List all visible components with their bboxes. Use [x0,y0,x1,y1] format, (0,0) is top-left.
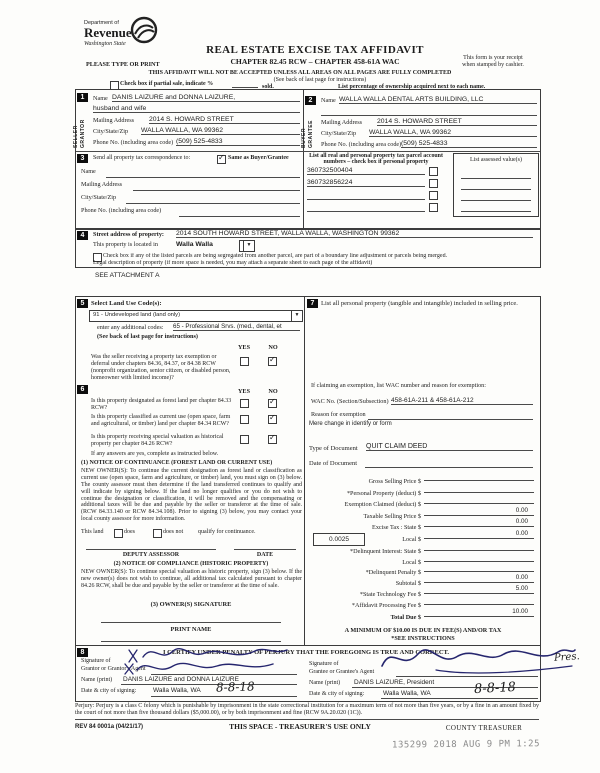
assessor-date-line [234,549,296,550]
yes-header-1: YES [237,344,251,351]
check-icon: ✓ [269,433,276,442]
buyer-citystatezip-value[interactable]: WALLA WALLA, WA 99362 [369,129,537,137]
section-6-tab: 6 [77,385,88,394]
local-rate-box: 0.0025 [313,533,365,546]
corr-citystatezip-label: City/State/Zip [81,194,117,201]
form-title-block [160,44,470,66]
details-divider [304,297,305,645]
form-rev-number: REV 84 0001a (04/21/17) [75,724,144,730]
check-icon: ✓ [269,397,276,406]
section-5-tab: 5 [77,299,88,308]
certify-statement: I CERTIFY UNDER PENALTY OF PERJURY THAT THE FOREGOING IS TRUE AND CORRECT. [162,649,449,656]
receipt-note-line1: This form is your receipt [463,55,523,61]
parties-box [75,89,541,230]
grantee-date-label: Date & city of signing: [309,691,365,697]
grantor-date-value: 8-8-18 [215,679,255,695]
subtotal-field [424,573,534,583]
certification-box [75,645,581,702]
exemption-yes-checkbox[interactable] [240,357,249,366]
section-4-tab: 4 [77,231,88,240]
subtotal-label: Subtotal $ [395,580,421,587]
additional-codes-value[interactable]: 65 - Professional Srvs. (med., dental, et [173,323,300,331]
county-dropdown[interactable] [239,240,255,252]
does-not-label: does not [163,529,184,535]
grantor-date-line [151,696,297,697]
doc-type-label: Type of Document [309,445,358,452]
deputy-assessor-label: DEPUTY ASSESSOR [122,552,180,558]
doc-date-field[interactable] [365,460,533,468]
taxable-price-label: Taxable Selling Price $ [363,513,421,520]
check-icon: ✓ [269,413,276,422]
assessed-value-1-field[interactable] [461,172,531,179]
section-7-tab: 7 [307,299,318,308]
delinquent-penalty-label: *Delinquent Penalty $ [365,569,421,576]
seller-citystatezip-label: City/State/Zip [93,128,129,135]
corr-citystatezip-field[interactable] [126,195,300,204]
no-header-1: NO [268,344,278,351]
land-use-dropdown[interactable] [89,310,303,322]
grantor-signature-line[interactable] [151,674,297,675]
seller-mailing-label: Mailing Address [93,117,135,124]
grantee-signature [376,638,576,680]
street-address-value[interactable]: 2014 SOUTH HOWARD STREET, WALLA WALLA, WASHINGTON 99362 [176,230,533,238]
grantee-name-value: DANIS LAIZURE, President [354,679,435,686]
grantee-sig-label-2: Grantee or Grantee's Agent [309,669,375,675]
grantee-date-line [381,698,538,699]
section-8-tab: 8 [77,648,88,657]
seller-side-label-2: GRANTOR [80,119,86,148]
dropdown-arrow-icon: ▼ [243,241,254,251]
grantor-date-label: Date & city of signing: [81,688,137,694]
taxable-price-field [424,506,534,516]
excise-state-value: 0.00 [515,518,528,525]
check-icon: ✓ [269,355,276,364]
grantee-city-value: Walla Walla, WA [383,690,431,697]
partial-sale-sold-label: sold. [262,84,274,90]
same-as-buyer-label: Same as Buyer/Grantee [228,155,289,161]
gross-price-field[interactable] [424,471,534,481]
parcel-1-personal-checkbox[interactable] [429,167,438,176]
assessed-value-4-field[interactable] [461,205,531,212]
see-instructions-note: *SEE INSTRUCTIONS [391,635,455,642]
segregated-label: Check box if any of the listed parcels are being segregated from another parcel, are part of a boundary line adjustment or parcels being merged. [103,253,448,259]
parties-divider [303,90,304,229]
details-box [75,296,541,646]
grantee-sig-label-1: Signature of [309,661,339,667]
seller-mailing-value[interactable]: 2014 S. HOWARD STREET [149,116,300,124]
buyer-side-label-2: GRANTEE [308,120,314,148]
reason-label: Reason for exemption [311,411,366,418]
historic-no-checkbox[interactable] [268,435,277,444]
yes-header-2: YES [237,388,251,395]
corr-phone-label: Phone No. (including area code) [81,207,162,214]
excise-state-label: Excise Tax : State $ [372,524,421,531]
parcel-2-personal-checkbox[interactable] [429,179,438,188]
located-in-label: This property is located in [93,241,158,248]
seller-name-label: Name [93,95,108,102]
receipt-note [448,55,538,69]
historic-yes-checkbox[interactable] [240,435,249,444]
personal-deduct-field[interactable] [424,483,534,493]
print-name-label: PRINT NAME [170,626,212,633]
qualify-label: qualify for continuance. [198,529,256,535]
local-tax-label: Local $ [402,536,421,543]
grantor-sig-label-1: Signature of [81,658,111,664]
delinquent-local-value [528,553,534,560]
does-qualify-checkbox[interactable] [114,529,123,538]
perjury-statement: Perjury: Perjury is a class C felony which is punishable by imprisonment in the state correctional institution for a maximum term of not more than five years, or by a fine in an amount fixed by the court of not more than five thousand dollars ($5,000.00), or by both imprisonment and fine (RCW 9A.20.020 (1C)). [75,703,539,717]
dropdown-arrow-icon: ▼ [291,311,302,321]
parcel-number-2[interactable]: 360732856224 [307,179,425,187]
if-yes-note: If any answers are yes, complete as instructed below. [91,451,219,457]
check-icon: ✓ [218,153,225,162]
wac-value[interactable]: 458-61A-211 & 458-61A-212 [391,397,533,405]
corr-mailing-field[interactable] [133,182,300,191]
total-due-field [424,607,534,617]
buyer-phone-value[interactable]: (509) 525-4833 [401,140,537,148]
land-use-label: Select Land Use Code(s): [91,300,162,307]
form-title: REAL ESTATE EXCISE TAX AFFIDAVIT [206,44,424,56]
footer-rule [75,719,539,720]
compliance-heading: (2) NOTICE OF COMPLIANCE (HISTORIC PROPERTY) [113,561,269,567]
delinquent-local-field[interactable] [424,552,534,562]
historic-question: Is this property receiving special valuation as historical property per chapter 84.26 RCW? [91,434,224,447]
buyer-mailing-value[interactable]: 2014 S. HOWARD STREET [377,118,537,126]
section-3-tab: 3 [77,154,88,163]
legal-description-value: SEE ATTACHMENT A [95,272,160,279]
buyer-phone-label: Phone No. (including area code) [321,141,402,148]
street-address-label: Street address of property: [93,231,164,238]
compliance-body: NEW OWNER(S): To continue special valuation as historic property, sign (3) below. If the new owner(s) does not wish to continue, all additional tax calculated pursuant to chapter 84.26 RCW, shall be due and payable by the seller or transferor at the time of sale. [81,569,302,589]
dor-logo-icon [130,16,158,44]
parcel-number-1[interactable]: 360732500404 [307,167,425,175]
agency-state: Washington State [84,41,126,47]
additional-codes-label: enter any additional codes: [97,324,164,331]
tech-fee-label: *State Technology Fee $ [359,591,421,598]
doc-type-value[interactable]: QUIT CLAIM DEED [366,443,533,451]
does-label: does [124,529,135,535]
does-not-qualify-checkbox[interactable] [153,529,162,538]
personal-deduct-label: *Personal Property (deduct) $ [346,490,421,497]
grantor-sig-label-2: Grantor or Grantor's Agent [81,666,146,672]
delinquent-penalty-field[interactable] [424,562,534,572]
please-type-label: PLEASE TYPE OR PRINT [86,61,160,68]
tech-fee-field [424,584,534,594]
delinquent-local-label: Local $ [402,559,421,566]
wac-label: WAC No. (Section/Subsection) [311,398,389,405]
exemption-deduct-field[interactable] [424,494,534,504]
grantee-date-value: 8-8-18 [473,679,517,698]
doc-date-label: Date of Document [309,460,358,467]
grantee-signature-line[interactable] [396,676,538,677]
treasurer-received-stamp: 135299 2018 AUG 9 PM 1:25 [391,739,541,751]
continuance-body: NEW OWNER(S): To continue the current designation as forest land or classification as current use (open space, farm and agriculture, or timber) land, you must sign on (3) below. The county assessor must then determine if the land transferred continues to qualify and will indicate by signing below. If the land no longer qualifies or you do not wish to continue the designation or classification, it will be removed and the compensating or additional taxes will be due and payable by the seller or transferor at the time of sale. (RCW 84.33.140 or RCW 84.34.108). Prior to signing (3) below, you may contact your local county assessor for more information. [81,468,302,523]
owner-signature-label: (3) OWNER(S) SIGNATURE [150,601,232,608]
total-due-value: 10.00 [512,608,528,615]
assessed-values-box [453,153,539,217]
forest-yes-checkbox[interactable] [240,399,249,408]
buyer-name-value[interactable]: WALLA WALLA DENTAL ARTS BUILDING, LLC [339,96,537,104]
personal-deduct-value [528,484,534,491]
land-use-see-back: (See back of last page for instructions) [97,333,198,340]
property-box [75,228,541,268]
assessor-date-label: DATE [256,552,274,558]
parcel-number-4-field[interactable] [307,203,425,212]
deputy-assessor-line [86,549,216,550]
current-use-yes-checkbox[interactable] [240,415,249,424]
processing-fee-field[interactable] [424,595,534,605]
agency-name: Revenue [84,25,132,40]
this-land-label: This land [81,529,104,535]
parcels-header: List all real and personal property tax parcel account numbers – check box if personal property [309,153,443,166]
grantor-name-value: DANIS LAIZURE and DONNA LAIZURE [123,676,239,683]
claim-exemption-label: If claiming an exemption, list WAC number and reason for exemption: [311,382,486,389]
current-use-no-checkbox[interactable] [268,415,277,424]
grantee-name-label: Name (print) [309,680,341,686]
local-tax-field [424,529,534,539]
seller-phone-label: Phone No. (including area code) [93,139,174,146]
processing-fee-label: *Affidavit Processing Fee $ [351,602,421,609]
buyer-side-label-1: BUYER [301,127,307,148]
correspondence-label: Send all property tax correspondence to: [93,155,191,161]
parcel-number-3-field[interactable] [307,191,425,200]
gross-price-value [528,472,534,479]
corr-mailing-label: Mailing Address [81,181,123,188]
county-treasurer-label: COUNTY TREASURER [445,724,523,732]
seller-citystatezip-value[interactable]: WALLA WALLA, WA 99362 [141,127,300,135]
form-subtitle: CHAPTER 82.45 RCW – CHAPTER 458-61A WAC [230,57,400,66]
total-due-label: Total Due $ [390,614,421,621]
seller-side-label-1: SELLER [73,125,79,148]
delinquent-state-field[interactable] [424,541,534,551]
located-in-value: Walla Walla [176,241,213,248]
exemption-deduct-label: Exemption Claimed (deduct) $ [344,501,421,508]
same-as-buyer-checkbox[interactable] [217,155,226,164]
grantor-city-value: Walla Walla, WA [153,687,201,694]
grantor-signature [121,640,296,676]
processing-fee-value [528,596,534,603]
treasurer-space-label: THIS SPACE - TREASURER'S USE ONLY [229,722,371,731]
seller-exemption-question: Was the seller receiving a property tax exemption or deferral under chapters 84.36, 84.37, or 84.38 RCW (nonprofit organization, senior citizen, or disabled person, homeowner with limited income)? [91,354,231,381]
buyer-citystatezip-label: City/State/Zip [321,130,357,137]
forest-land-question: Is this property designated as forest land per chapter 84.33 RCW? [91,398,232,411]
agency-dept: Department of [84,20,119,26]
delinquent-penalty-value [528,563,534,570]
assessed-values-header: List assessed value(s) [470,157,522,163]
exemption-no-checkbox[interactable] [268,357,277,366]
parcel-3-personal-checkbox[interactable] [429,191,438,200]
see-back-note: (See back of last page for instructions) [273,77,367,83]
grantor-name-line [121,684,297,685]
gross-price-label: Gross Selling Price $ [368,478,421,485]
current-use-question: Is this property classified as current use (open space, farm and agricultural, or timber) land per chapter 84.34 RCW? [91,414,231,427]
subtotal-value: 0.00 [515,574,528,581]
seller-name-value[interactable]: DANIS LAIZURE and DONNA LAIZURE, [112,94,300,102]
grantor-name-label: Name (print) [81,677,113,683]
corr-phone-field[interactable] [179,208,300,217]
personal-property-label: List all personal property (tangible and intangible) included in selling price. [321,300,518,307]
assessed-value-2-field[interactable] [461,183,531,190]
delinquent-state-value [528,542,534,549]
reason-value: Mere change in identify or form [309,421,392,427]
form-warning: THIS AFFIDAVIT WILL NOT BE ACCEPTED UNLESS ALL AREAS ON ALL PAGES ARE FULLY COMPLETED [148,70,452,76]
minimum-due-note: A MINIMUM OF $10.00 IS DUE IN FEE(S) AND/OR TAX [344,627,502,634]
exemption-deduct-value [528,495,534,502]
excise-state-field [424,517,534,527]
parties-hline [76,151,540,152]
partial-sale-label: Check box if partial sale, indicate % [120,81,214,87]
assessed-value-3-field[interactable] [461,194,531,201]
parcel-4-personal-checkbox[interactable] [429,203,438,212]
partial-sale-percent-field[interactable] [232,80,258,88]
forest-no-checkbox[interactable] [268,399,277,408]
owner-signature-line[interactable] [101,622,281,623]
taxable-price-value: 0.00 [515,507,528,514]
tech-fee-value: 5.00 [515,585,528,592]
delinquent-state-label: *Delinquent Interest: State $ [350,548,421,555]
seller-phone-value[interactable]: (509) 525-4833 [176,138,300,146]
seller-name2-value[interactable]: husband and wife [93,105,300,113]
buyer-name-label: Name [321,97,336,104]
section-1-tab: 1 [77,93,88,102]
legal-description-label: Legal description of property (if more space is needed, you may attach a separate sheet to each page of the affidavit) [93,260,373,266]
no-header-2: NO [268,388,278,395]
section-2-tab: 2 [305,96,316,105]
reason-field[interactable] [368,412,533,420]
local-tax-value: 0.00 [515,530,528,537]
ownership-note: List percentage of ownership acquired next to each name. [338,84,486,90]
grantee-sig-suffix: Pres. [553,651,581,664]
buyer-mailing-label: Mailing Address [321,119,363,126]
corr-name-field[interactable] [106,169,300,178]
buyer-name2-field[interactable] [321,107,537,116]
land-use-code-value: 91 - Undeveloped land (land only) [93,312,181,318]
corr-name-label: Name [81,168,96,175]
continuance-heading: (1) NOTICE OF CONTINUANCE (FOREST LAND OR CURRENT USE) [81,460,273,466]
receipt-note-line2: when stamped by cashier. [462,62,524,69]
